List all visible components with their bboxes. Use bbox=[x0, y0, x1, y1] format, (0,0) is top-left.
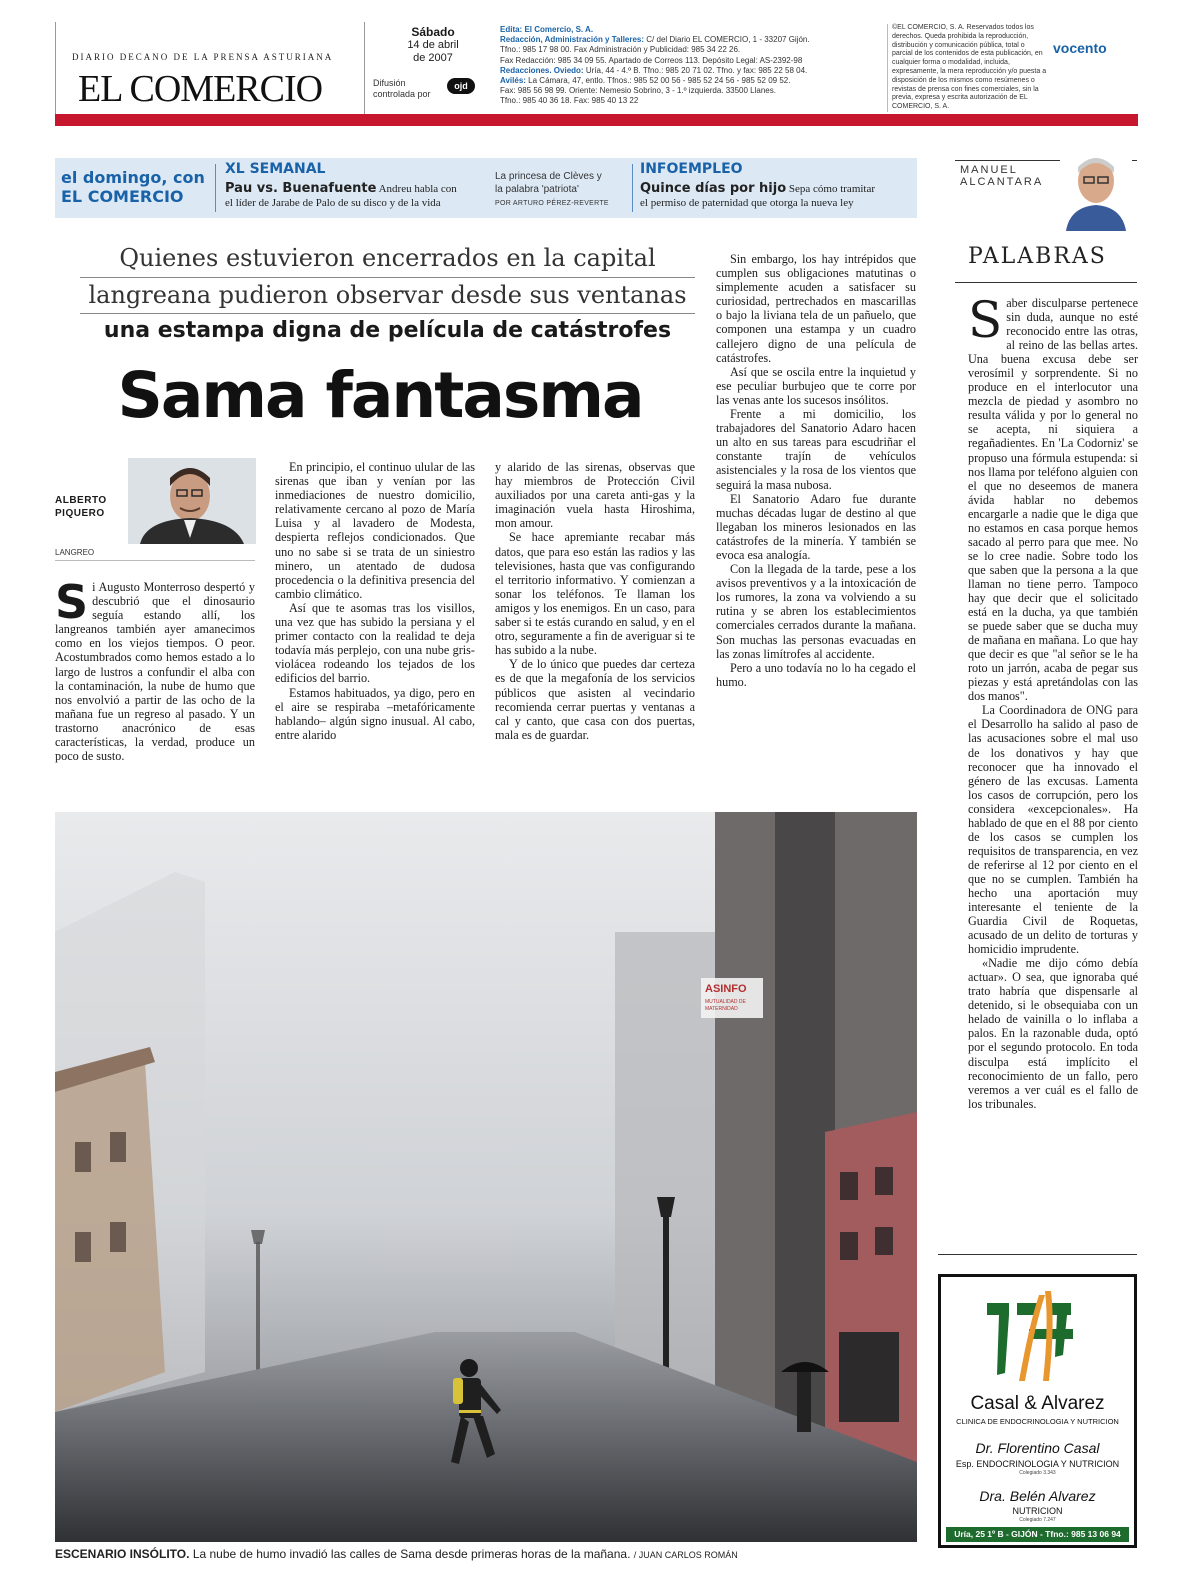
infoempleo-text1: Sepa cómo tramitar bbox=[788, 183, 876, 195]
fog-street-photo[interactable] bbox=[55, 812, 917, 1542]
clinic-brand-name: Casal & Alvarez bbox=[970, 1393, 1105, 1414]
dateline-location: LANGREO bbox=[55, 548, 95, 557]
article-column-1 bbox=[55, 575, 255, 764]
article-paragraph: Con la llegada de la tarde, pese a los avisos preventivos y a la intoxicación de los rumores, la zona va volviendo a su rutina y se abren los establecimientos comerciales cerrados durante la mañana. Son muchas las personas evacuadas en las zonas limítrofes al accidente. bbox=[716, 562, 916, 661]
drop-cap: S bbox=[55, 575, 89, 629]
columnist-portrait bbox=[1060, 153, 1132, 231]
contact-line: Fax: 985 56 98 99. Oriente: Nemesio Sobrino, 3 - 1.º izquierda. 33500 Llanes. bbox=[500, 86, 776, 96]
difusion-line2: controlada por bbox=[373, 89, 431, 99]
contact-line: Redacción, Administración y Talleres: C/ del Diario EL COMERCIO, 1 - 33207 Gijón. bbox=[500, 35, 810, 45]
infoempleo-title[interactable]: INFOEMPLEO bbox=[640, 161, 743, 177]
sign-text-line3: MATERNIDAD bbox=[705, 1006, 738, 1012]
promo-lead-line2: EL COMERCIO bbox=[61, 187, 184, 206]
photo-credit: / JUAN CARLOS ROMÁN bbox=[633, 1550, 738, 1560]
doctor-2-name: Dra. Belén Alvarez bbox=[979, 1488, 1096, 1504]
promo-divider bbox=[215, 164, 216, 212]
doctor-1-specialty: Esp. ENDOCRINOLOGIA Y NUTRICION bbox=[955, 1459, 1120, 1469]
deck-line-1: Quienes estuvieron encerrados en la capital bbox=[119, 244, 656, 272]
mid-teaser-line2: la palabra 'patriota' bbox=[495, 184, 579, 195]
columnist-last-name: ALCANTARA bbox=[960, 176, 1044, 188]
article-column-3 bbox=[495, 460, 695, 742]
article-column-4 bbox=[716, 252, 916, 689]
ad-top-rule bbox=[938, 1254, 1137, 1255]
article-paragraph: Pero a uno todavía no lo ha cegado el humo. bbox=[716, 660, 916, 689]
issue-date-line1: 14 de abril bbox=[407, 39, 459, 51]
masthead bbox=[55, 22, 1138, 114]
columnist-name bbox=[960, 164, 1043, 188]
palabras-rule bbox=[955, 282, 1137, 283]
issue-day: Sábado bbox=[411, 25, 455, 39]
doctor-1-name: Dr. Florentino Casal bbox=[975, 1440, 1100, 1456]
doctor-2-registration: Colegiado 7.247 bbox=[1019, 1517, 1056, 1523]
promo-lead bbox=[61, 168, 205, 206]
article-paragraph bbox=[55, 575, 255, 764]
xl-semanal-text2: el líder de Jarabe de Palo de su disco y de la vida bbox=[225, 197, 441, 209]
article-paragraph: Así que te asomas tras los visillos, una vez que has subido la persiana y el primer contacto con la realidad te deja todavía más perplejo, con una nube gris-violácea rodeando los tejados de los edificios del barrio. bbox=[275, 600, 475, 686]
clinic-advertisement[interactable] bbox=[938, 1274, 1137, 1548]
contact-line: Redacciones. Oviedo: Uría, 44 - 4.º B. Tfno.: 985 20 71 02. Tfno. y fax: 985 22 58 04. bbox=[500, 65, 808, 75]
caption-text: La nube de humo invadió las calles de Sama desde primeras horas de la mañana. bbox=[192, 1547, 631, 1561]
vocento-logo[interactable]: vocento bbox=[1053, 40, 1107, 56]
xl-semanal-headline: Pau vs. Buenafuente bbox=[225, 181, 377, 196]
sunday-promo-strip[interactable] bbox=[55, 158, 917, 218]
contact-line: Tfno.: 985 17 98 00. Fax Administración y Publicidad: 985 34 22 26. bbox=[500, 45, 741, 55]
sign-text-line2: MUTUALIDAD DE bbox=[705, 999, 746, 1005]
sign-text-asinfo: ASINFO bbox=[705, 983, 747, 995]
masthead-red-bar bbox=[55, 114, 1138, 126]
author-last-name: PIQUERO bbox=[55, 508, 105, 519]
newspaper-logo[interactable]: EL COMERCIO bbox=[78, 68, 323, 110]
article-column-2 bbox=[275, 460, 475, 742]
author-first-name: ALBERTO bbox=[55, 495, 107, 506]
deck-line-2: langreana pudieron observar desde sus ventanas bbox=[88, 281, 687, 309]
copyright-notice: ©EL COMERCIO, S. A. Reservados todos los derechos. Queda prohibida la reproducción, distribución y comunicación pública, total o parcial de los contenidos de esta publicación, en cualquier forma o modalidad, incluida, expresamente, la mera reproducción y/o puesta a disposición de los mismos como resúmenes o revistas de prensa con fines comerciales, sin la previa, expresa y escrita autorización de EL COMERCIO, S. A. bbox=[887, 24, 1047, 112]
xl-semanal-text1: Andreu habla con bbox=[378, 183, 457, 195]
article-headline: Sama fantasma bbox=[117, 359, 643, 432]
infoempleo-text2: el permiso de paternidad que otorga la nueva ley bbox=[640, 197, 854, 209]
article-paragraph: Se hace apremiante recabar más datos, que para eso están las radios y las televisiones, hasta que vas configurando el territorio informativo. Y comienzan a sonar los teléfonos. Te llaman los amigos y los enemigos. En un caso, para saber si te estás curando en salud, y en el otro, seguramente a fin de averiguar si te has subido a la nube. bbox=[495, 530, 695, 658]
deck-rule bbox=[80, 277, 695, 278]
column-paragraph bbox=[968, 291, 1138, 704]
contact-line: Edita: El Comercio, S. A. bbox=[500, 25, 594, 34]
article-paragraph: En principio, el continuo ulular de las sirenas que iban y venían por las inmediaciones de nuestro domicilio, relativamente cercano al pozo de María Luisa y al lavadero de Modesta, despierta reflejos condicionados. Que uno no sabe si se trata de un siniestro minero, un atentado de dudosa procedencia o la definitiva presencia del cambio climático. bbox=[275, 460, 475, 601]
byline-rule bbox=[55, 560, 255, 561]
infoempleo-teaser bbox=[640, 182, 915, 210]
contact-info bbox=[500, 25, 870, 107]
columnist-header bbox=[955, 160, 1137, 230]
promo-lead-line1: el domingo, con bbox=[61, 168, 205, 187]
clinic-subtitle: CLINICA DE ENDOCRINOLOGIA Y NUTRICION bbox=[956, 1417, 1119, 1426]
issue-date bbox=[373, 26, 493, 65]
brand-box bbox=[55, 22, 365, 114]
drop-cap: S bbox=[968, 291, 1003, 349]
masthead-tagline: DIARIO DECANO DE LA PRENSA ASTURIANA bbox=[72, 52, 334, 62]
column-paragraph-text: aber disculparse pertenece sin duda, aunque no esté reconocido entre las otras, al reino de las bellas artes. Una buena excusa debe ser verosímil y sorprendente. Si no produce en el interlocutor una mezcla de piedad y asombro no resulta válida y por lo general no se acepta, ni siquiera a regañadientes. En 'La Codorniz' se propuso una fórmula estupenda: si nos llama por teléfono alguien con el que no deseemos de manera ávida hablar no debemos encargarle a nadie que le diga que no estamos en casa porque hemos sacado al perro para que mee. No se lo cree nadie. Sobre todo los que saben que la persona a la que llaman no tiene perro. Tampoco hay que decir que el solicitado está en la ducha, ya que también se puede saber que se ducha muy de mañana en mañana. Lo que hay que decir es que "al señor se le ha roto un jarrón, acaba de pegar sus piezas y está apretándolas con las dos manos". bbox=[968, 296, 1138, 704]
article-paragraph: Estamos habituados, ya digo, pero en el aire se respiraba –metafóricamente hablando– algún signo inusual. Al cabo, entre alarido bbox=[275, 685, 475, 742]
xl-semanal-title[interactable]: XL SEMANAL bbox=[225, 161, 326, 177]
author-photo bbox=[128, 458, 256, 544]
article-paragraph: y alarido de las sirenas, observas que hay miembros de Protección Civil auxiliados por una careta anti-gas y la imaginación vuela hasta Hiroshima, mon amour. bbox=[495, 460, 695, 531]
photo-caption bbox=[55, 1547, 738, 1561]
article-paragraph-text: i Augusto Monterroso despertó y descubrió que el dinosaurio seguía estando allí, los langreanos también ayer amanecimos como en los viejos tiempos. O peor. Acostumbrados como hemos estado a lo largo de lustros a confundir el alba con la contaminación, la nube de humo que nos envolvió a partir de las ocho de la mañana fue un regreso al pasado. Y un trastorno anacrónico de esas características, la verdad, produce un poco de susto. bbox=[55, 580, 255, 764]
clinic-logo-icon bbox=[979, 1285, 1099, 1385]
caption-lead: ESCENARIO INSÓLITO. bbox=[55, 1547, 190, 1561]
difusion-note bbox=[373, 78, 431, 100]
issue-date-line2: de 2007 bbox=[413, 52, 453, 64]
column-paragraph: La Coordinadora de ONG para el Desarrollo ha salido al paso de las acusaciones sobre el mal uso de los donativos y hay que reconocer que ha innovado el género de las excusas. Lamenta los casos de corrupción, pero los considera «excepcionales». Ha hablado de que en el 88 por ciento de los casos se cumplen los requisitos de transparencia, en vez de referirse al 12 por ciento en el que no se cumplen. También ha hecho una aportación muy interesante el teniente de la Guardia Civil de Roquetas, acusado de un delito de torturas y homicidio imprudente. bbox=[968, 703, 1138, 957]
mid-teaser-line1: La princesa de Clèves y bbox=[495, 171, 602, 182]
article-paragraph: El Sanatorio Adaro fue durante muchas décadas lugar de destino al que llegaban los mineros lesionados en las catástrofes de la minería. Y también se evoca esa analogía. bbox=[716, 491, 916, 562]
infoempleo-headline: Quince días por hijo bbox=[640, 181, 787, 196]
columnist-first-name: MANUEL bbox=[960, 164, 1018, 176]
doctor-2-specialty: NUTRICION bbox=[1012, 1506, 1063, 1516]
palabras-section-title: PALABRAS bbox=[968, 244, 1107, 269]
article-paragraph: Sin embargo, los hay intrépidos que cumplen sus obligaciones matutinas o simplemente acuden a satisfacer su curiosidad, pertrechados en mascarillas o bajo la liviana tela de un pañuelo, que componen una estampa y un cuadro callejero digno de una película de catástrofes. bbox=[716, 252, 916, 365]
contact-line: Avilés: La Cámara, 47, entlo. Tfnos.: 985 52 00 56 - 985 52 24 56 - 985 52 09 52. bbox=[500, 76, 791, 86]
xl-semanal-teaser bbox=[225, 182, 490, 210]
perez-reverte-teaser bbox=[495, 170, 609, 210]
mid-teaser-author: POR ARTURO PÉREZ-REVERTE bbox=[495, 200, 609, 207]
article-paragraph: Y de lo único que puedes dar certeza es de que la megafonía de los servicios públicos que asisten al vecindario recomienda cerrar puertas y ventanas a cal y canto, que casa con dos puertas, mala es de guardar. bbox=[495, 657, 695, 742]
article-paragraph: Frente a mi domicilio, los trabajadores del Sanatorio Adaro hacen un alto en sus tareas para escudriñar el constante trajín de vehículos asistenciales y la rosa de los vientos que seguirá la masa nubosa. bbox=[716, 407, 916, 492]
column-paragraph: «Nadie me dijo cómo debía actuar». O sea, que ignoraba qué trato habría que dispensarle al detenido, si le obsequiaba con un helado de vainilla o lo inflaba a palos. En la razonable duda, optó por el segundo protocolo. En toda disculpa está implícito el reconocimiento de un fallo, pero veremos a ver cuál es el fallo de los tribunales. bbox=[968, 956, 1138, 1111]
deck-line-3: una estampa digna de película de catástrofes bbox=[103, 318, 672, 343]
deck-rule bbox=[80, 313, 695, 314]
contact-line: Fax Redacción: 985 34 09 55. Apartado de Correos 113. Depósito Legal: AS-2392-98 bbox=[500, 55, 803, 65]
difusion-line1: Difusión bbox=[373, 78, 406, 88]
palabras-column bbox=[968, 291, 1138, 1111]
clinic-address-bar: Uría, 25 1º B - GIJÓN - Tfno.: 985 13 06 94 bbox=[946, 1527, 1129, 1542]
author-byline bbox=[55, 494, 107, 520]
doctor-1-registration: Colegiado 3.343 bbox=[1019, 1470, 1056, 1476]
contact-line: Tfno.: 985 40 36 18. Fax: 985 40 13 22 bbox=[500, 96, 639, 106]
promo-divider bbox=[632, 164, 633, 212]
ojd-logo-icon: ojd bbox=[447, 78, 475, 94]
article-paragraph: Así que se oscila entre la inquietud y ese peculiar burbujeo que te corre por las venas ante los sucesos insólitos. bbox=[716, 364, 916, 407]
